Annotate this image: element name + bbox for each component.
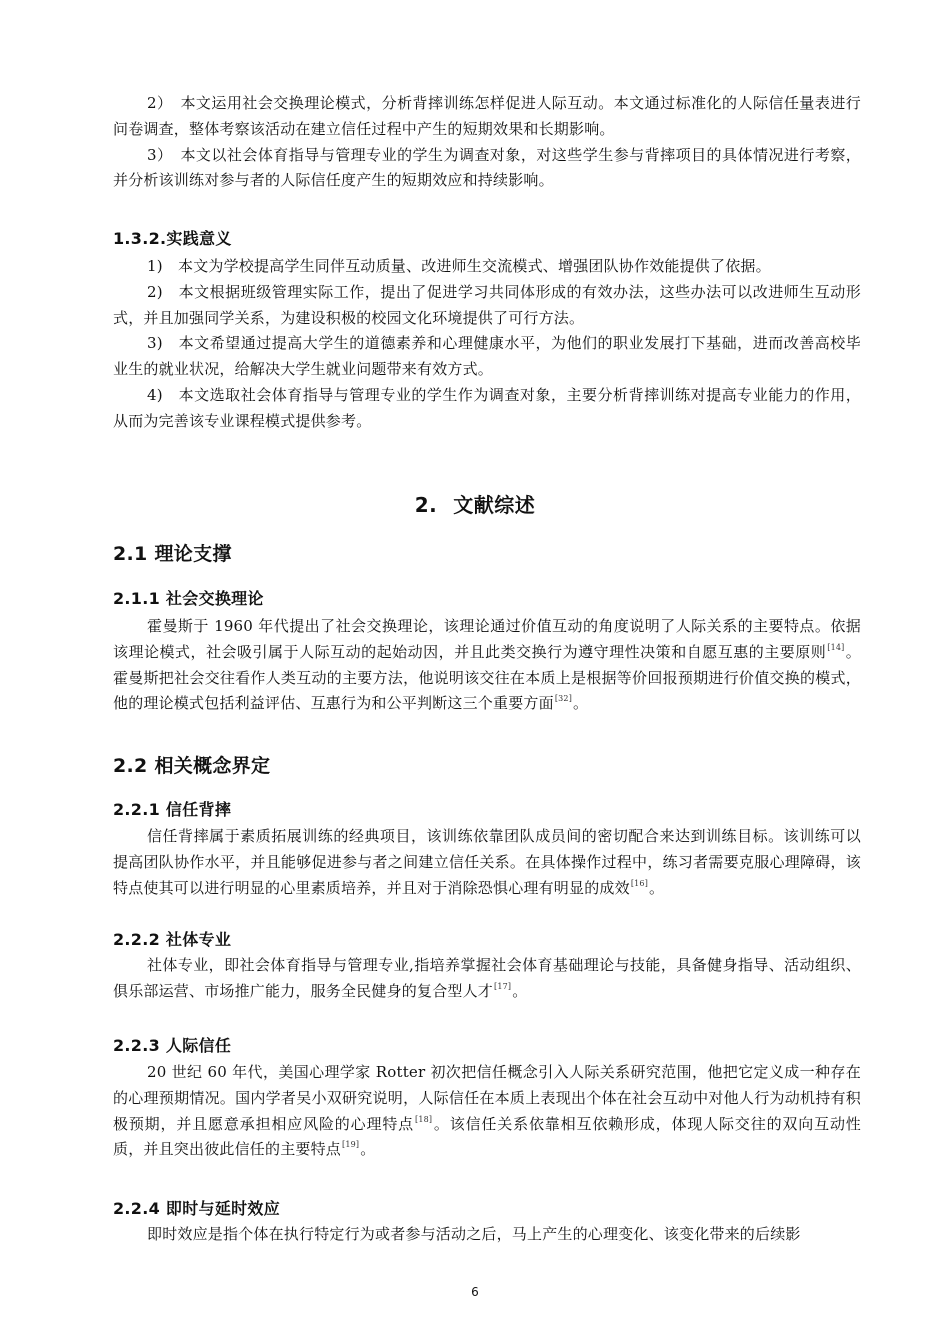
text: 。该信任关系依靠相互依赖形成，体现人际交往的双向互动性质，并且突出彼此信任的主要特点 [113, 1114, 861, 1159]
text: 。 [649, 878, 665, 897]
immediate-effect-paragraph [113, 1222, 861, 1248]
list-item-3: 3） 本文以社会体育指导与管理专业的学生为调查对象，对这些学生参与背摔项目的具体情况进行考察，并分析该训练对参与者的人际信任度产生的短期效应和持续影响。 [113, 145, 861, 190]
theory-significance-list-continued [113, 91, 861, 194]
list-item-2: 2) 本文根据班级管理实际工作，提出了促进学习共同体形成的有效办法，这些办法可以改进师生互动形式，并且加强同学关系，为建设积极的校园文化环境提供了可行方法。 [113, 282, 861, 327]
page-number: 6 [471, 1285, 479, 1299]
heading-2-1-1: 2.1.1 社会交换理论 [113, 589, 264, 608]
paragraph [113, 614, 861, 717]
paragraph [113, 953, 861, 1005]
paragraph [113, 824, 861, 901]
text: 。 [573, 694, 589, 713]
chapter-2-title [0, 489, 950, 518]
practical-significance-list [113, 254, 861, 435]
heading-2-2: 2.2 相关概念界定 [113, 755, 271, 777]
text: 20 世纪 60 年代，美国心理学家 Rotter 初次把信任概念引入人际关系研究范围，他把它定义成一种存在的心理预期情况。国内学者吴小双研究说明，人际信任在本质上表现出个体在社会互动中对他人行为动机持有积极预期，并且愿意承担相应风险的心理特点 [113, 1063, 861, 1133]
text: 霍曼斯于 1960 年代提出了社会交换理论，该理论通过价值互动的角度说明了人际关系的主要特点。依据该理论模式，社会吸引属于人际互动的起始动因，并且此类交换行为遵守理性决策和自愿互惠的主要原则 [113, 617, 861, 661]
text: 社体专业，即社会体育指导与管理专业,指培养掌握社会体育基础理论与技能，具备健身指导、活动组织、俱乐部运营、市场推广能力，服务全民健身的复合型人才 [113, 956, 861, 1000]
paragraph [113, 1060, 861, 1163]
social-exchange-paragraph [113, 614, 861, 717]
heading-2-2-1: 2.2.1 信任背摔 [113, 800, 232, 819]
text: 信任背摔属于素质拓展训练的经典项目，该训练依靠团队成员间的密切配合来达到训练目标。该训练可以提高团队协作水平，并且能够促进参与者之间建立信任关系。在具体操作过程中，练习者需要克服心理障碍，该特点使其可以进行明显的心里素质培养，并且对于消除恐惧心理有明显的成效 [113, 827, 861, 897]
heading-2-1: 2.1 理论支撑 [113, 543, 232, 565]
chapter-number: 2. [414, 493, 438, 517]
citation: [18] [415, 1114, 433, 1124]
text: 。 [512, 981, 528, 1000]
citation: [19] [342, 1140, 360, 1150]
chapter-title: 文献综述 [453, 493, 536, 517]
list-item-3: 3) 本文希望通过提高大学生的道德素养和心理健康水平，为他们的职业发展打下基础，进而改善高校毕业生的就业状况，给解决大学生就业问题带来有效方式。 [113, 334, 861, 379]
text: 。 [360, 1140, 376, 1159]
heading-2-2-2: 2.2.2 社体专业 [113, 930, 232, 949]
citation: [32] [554, 694, 573, 704]
trust-fall-paragraph [113, 824, 861, 901]
citation: [17] [494, 981, 512, 991]
heading-2-2-3: 2.2.3 人际信任 [113, 1036, 232, 1055]
major-definition-paragraph [113, 953, 861, 1005]
list-item-1: 1) 本文为学校提高学生同伴互动质量、改进师生交流模式、增强团队协作效能提供了依据。 [147, 257, 771, 275]
list-item-2: 2） 本文运用社会交换理论模式，分析背摔训练怎样促进人际互动。本文通过标准化的人际信任量表进行问卷调查，整体考察该活动在建立信任过程中产生的短期效果和长期影响。 [113, 94, 861, 138]
paragraph: 即时效应是指个体在执行特定行为或者参与活动之后，马上产生的心理变化、该变化带来的后续影 [147, 1225, 801, 1243]
text: 。霍曼斯把社会交往看作人类互动的主要方法，他说明该交往在本质上是根据等价回报预期进行价值交换的模式，他的理论模式包括利益评估、互惠行为和公平判断这三个重要方面 [113, 642, 861, 713]
citation: [14] [827, 642, 845, 652]
heading-1-3-2: 1.3.2.实践意义 [113, 229, 232, 248]
interpersonal-trust-paragraph [113, 1060, 861, 1163]
citation: [16] [630, 878, 649, 888]
list-item-4: 4) 本文选取社会体育指导与管理专业的学生作为调查对象，主要分析背摔训练对提高专业能力的作用，从而为完善该专业课程模式提供参考。 [113, 385, 861, 430]
heading-2-2-4: 2.2.4 即时与延时效应 [113, 1199, 281, 1218]
